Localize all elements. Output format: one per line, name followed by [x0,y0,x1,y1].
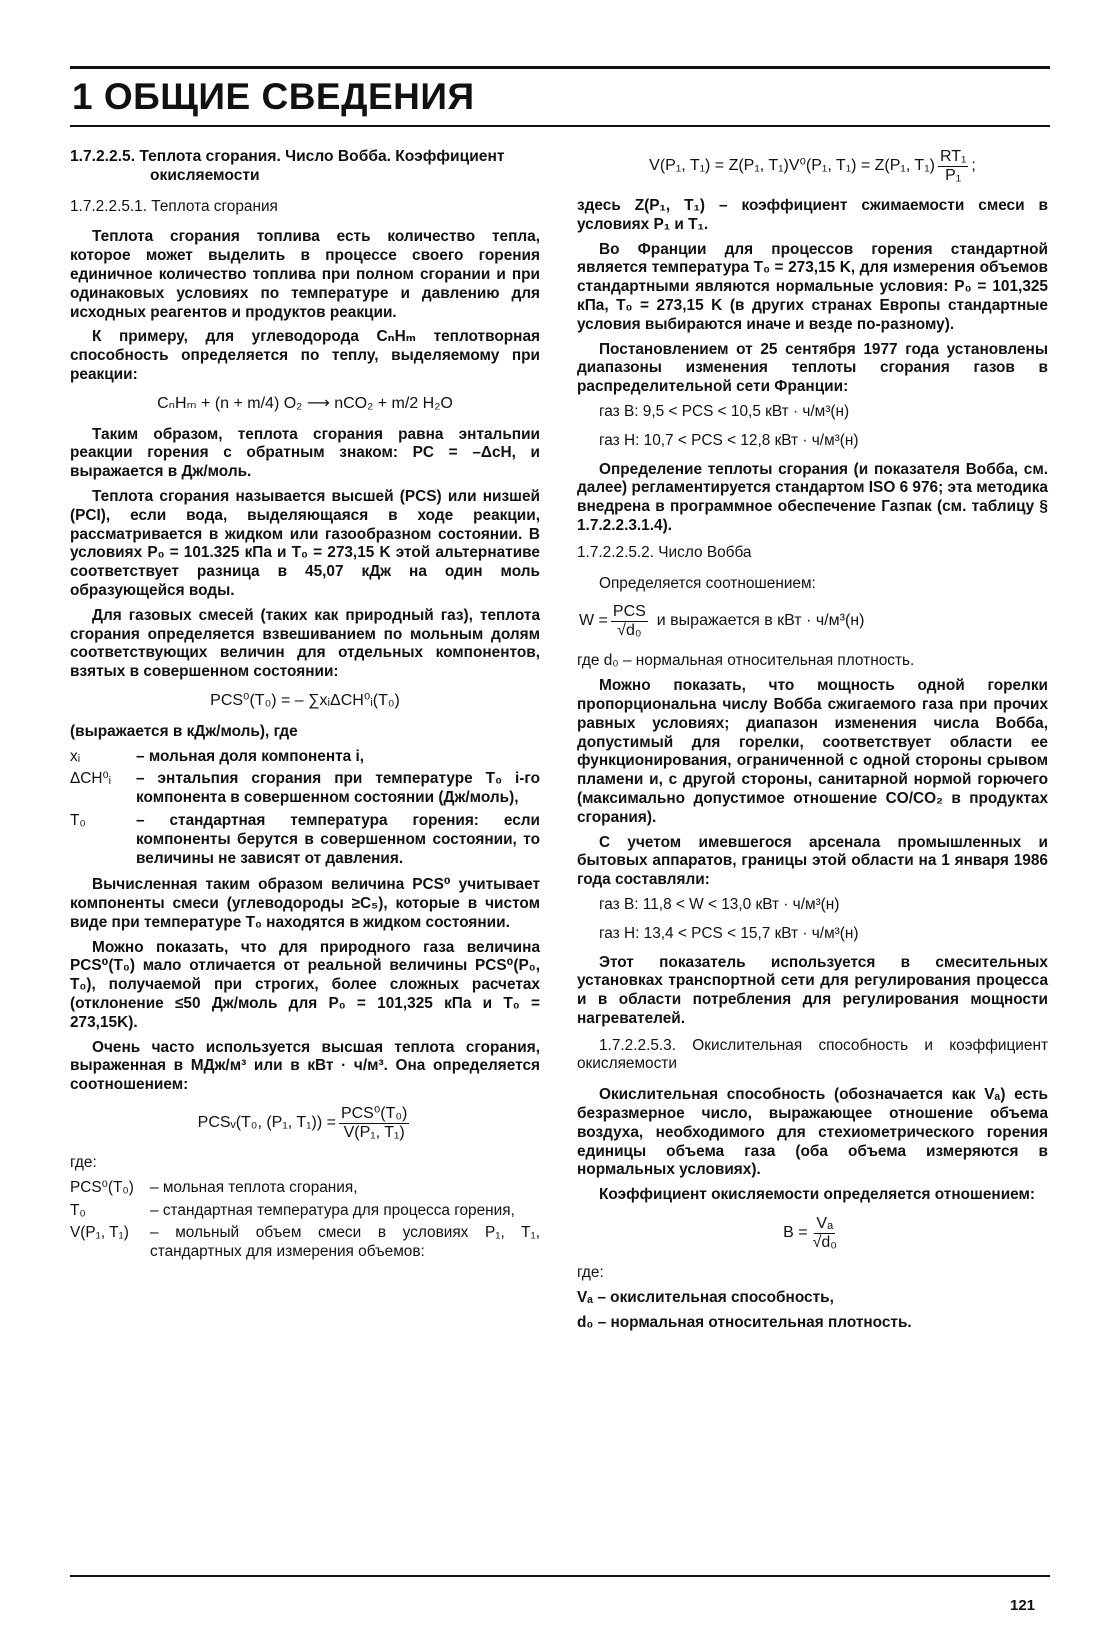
fraction [611,603,648,640]
equation-text: и выражается в кВт · ч/м³(н) [656,612,865,630]
fraction-numerator: RT₁ [939,148,967,165]
paragraph: К примеру, для углеводорода CₙHₘ теплотворная способность определяется по теплу, выделяемому при реакции: [70,328,540,383]
equation-lhs: B = [783,1224,808,1242]
definition-list [70,1179,540,1262]
equation-end: ; [971,157,976,175]
right-column [577,148,1048,1338]
range-line: газ H: 10,7 < PCS < 12,8 кВт · ч/м³(н) [599,431,859,449]
paragraph: Для газовых смесей (таких как природный газ), теплота сгорания определяется взвешиванием по мольным долям соответствующих величин для отдельных компонентов, взятых в совершенном состоянии: [70,606,540,681]
definition-desc: – стандартная температура для процесса горения, [150,1201,515,1219]
equation-lhs: V(P₁, T₁) = Z(P₁, T₁)V⁰(P₁, T₁) = Z(P₁, T₁) [649,157,935,175]
pcsv-equation [70,1105,540,1142]
paragraph: Можно показать, что мощность одной горелки пропорциональна числу Вобба сжигаемого газа при прочих равных условиях; диапазон изменения числа Вобба, допустимый для горелки, соответствует области ее функционирования, ограниченной с одной стороны срывом пламени и, с другой стороны, санитарной нормой горючего (максимально допустимое отношение CO/CO₂ в продуктах сгорания). [577,677,1048,826]
definition-item [70,1179,540,1198]
definition-term: T₀ [70,811,86,829]
pcs-equation: PCS⁰(T₀) = – ∑xᵢΔCH⁰ᵢ(T₀) [210,691,400,709]
paragraph: Таким образом, теплота сгорания равна энтальпии реакции горения с обратным знаком: PC = –ΔcH, и выражается в Дж/моль. [70,425,540,481]
definition-term: ΔCH⁰ᵢ [70,770,112,788]
section-heading: 1.7.2.2.5. Теплота сгорания. Число Вобба. Коэффициент окисляемости [70,148,505,184]
paragraph: Этот показатель используется в смесительных установках транспортной сети для регулирования процесса и в области потребления для регулирования мощности нагревателей. [577,953,1048,1027]
subsection-heading: 1.7.2.2.5.3. Окислительная способность и коэффициент окисляемости [577,1036,1048,1073]
range-line: газ H: 13,4 < PCS < 15,7 кВт · ч/м³(н) [599,924,859,942]
paragraph: Теплота сгорания топлива есть количество тепла, которое может выделить в процессе своего горения единичное количество топлива при полном сгорании и при одинаковых условиях по температуре и давлению для исходных реагентов и продуктов реакции. [70,228,540,321]
definition-line: d₀ – нормальная относительная плотность. [577,1313,912,1331]
definition-term: T₀ [70,1201,86,1219]
definition-line: Vₐ – окислительная способность, [577,1288,834,1306]
definition-item [70,1224,540,1262]
fraction-denominator: √d₀ [617,622,642,640]
equation-lhs: W = [579,612,608,630]
wobbe-equation [577,603,1048,640]
fraction-denominator: √d₀ [812,1234,837,1252]
page-number: 121 [1010,1597,1036,1614]
reaction-equation: CₙHₘ + (n + m/4) O₂ ⟶ nCO₂ + m/2 H₂O [157,394,453,412]
range-line: газ B: 11,8 < W < 13,0 кВт · ч/м³(н) [599,895,840,913]
definition-desc: – мольный объем смеси в условиях P₁, T₁, стандартных для измерения объемов: [150,1224,540,1261]
paragraph: С учетом имевшегося арсенала промышленных и бытовых аппаратов, границы этой области на 1 января 1986 года составляли: [577,833,1048,889]
paragraph: Теплота сгорания называется высшей (PCS) или низшей (PCI), если вода, выделяющаяся в ходе реакции, рассматривается в жидком или газообразном состоянии. В условиях P₀ = 101.325 кПа и T₀ = 273,15 K этой альтернативе соответствует разница в 45,07 кДж на один моль образующейся воды. [70,487,540,599]
page-title: 1 ОБЩИЕ СВЕДЕНИЯ [72,76,475,117]
fraction [339,1105,409,1142]
definition-item [70,748,540,767]
definition-item [70,1202,540,1221]
paragraph: Очень часто используется высшая теплота сгорания, выраженная в МДж/м³ или в кВт · ч/м³. Она определяется соотношением: [70,1038,540,1094]
definition-desc: – стандартная температура горения: если компоненты берутся в совершенном состоянии, то величины не зависят от давления. [136,811,540,867]
paragraph: Определение теплоты сгорания (и показателя Вобба, см. далее) регламентируется стандартом ISO 6 976; эта методика внедрена в программное обеспечение Газпак (см. таблицу § 1.7.2.2.3.1.4). [577,460,1048,534]
title-rule [70,125,1050,127]
definition-term: V(P₁, T₁) [70,1224,129,1242]
fraction-numerator: PCS⁰(T₀) [340,1105,408,1123]
paragraph: здесь Z(P₁, T₁) – коэффициент сжимаемости смеси в условиях P₁ и T₁. [577,197,1048,233]
definition-item [70,770,540,808]
range-line: газ B: 9,5 < PCS < 10,5 кВт · ч/м³(н) [599,402,850,420]
fraction-denominator: V(P₁, T₁) [343,1124,405,1142]
definition-term: xᵢ [70,747,81,765]
fraction-numerator: PCS [612,603,646,621]
paragraph: Во Франции для процессов горения стандартной является температура T₀ = 273,15 K, для измерения объемов стандартными являются нормальные условия: P₀ = 101,325 кПа, T₀ = 273,15 K (в других странах Европы стандартные условия выбираются иначе и везде по-разному). [577,240,1048,333]
paragraph: где: [577,1264,604,1282]
fraction [938,148,968,185]
paragraph: (выражается в кДж/моль), где [70,722,298,740]
top-rule [70,66,1050,69]
oxidation-equation [577,1215,1048,1252]
paragraph: Можно показать, что для природного газа величина PCS⁰(T₀) мало отличается от реальной величины PCS⁰(P₀, T₀), получаемой при строгих, более сложных расчетах (отклонение ≤50 Дж/моль для P₀ = 101,325 кПа и T₀ = 273,15K). [70,938,540,1031]
fraction [811,1215,839,1252]
subsection-heading: 1.7.2.2.5.1. Теплота сгорания [70,197,278,215]
paragraph: Постановлением от 25 сентября 1977 года установлены диапазоны изменения теплоты сгорания газов в распределительной сети Франции: [577,340,1048,396]
subsection-heading: 1.7.2.2.5.2. Число Вобба [577,543,752,561]
definition-list [70,748,540,869]
left-column [70,148,540,1270]
definition-item [70,812,540,868]
paragraph: где: [70,1154,97,1172]
fraction-numerator: Vₐ [816,1215,834,1233]
paragraph: Вычисленная таким образом величина PCS⁰ учитывает компоненты смеси (углеводороды ≥C₅), которые в чистом виде при температуре T₀ находятся в жидком состоянии. [70,876,540,931]
definition-term: PCS⁰(T₀) [70,1178,134,1196]
volume-equation [577,148,1048,185]
bottom-rule [70,1575,1050,1577]
definition-desc: – мольная теплота сгорания, [150,1178,358,1196]
definition-desc: – мольная доля компонента i, [136,747,365,765]
definition-desc: – энтальпия сгорания при температуре T₀ i-го компонента в совершенном состоянии (Дж/моль), [136,770,540,807]
equation-lhs: PCSᵥ(T₀, (P₁, T₁)) = [197,1114,336,1132]
paragraph: Определяется соотношением: [599,574,816,592]
fraction-denominator: P₁ [945,167,962,184]
paragraph: Окислительная способность (обозначается как Vₐ) есть безразмерное число, выражающее отношение объема воздуха, необходимого для стехиометрического горения единицы объема газа (оба объема измеряются в нормальных условиях). [577,1086,1048,1179]
paragraph: Коэффициент окисляемости определяется отношением: [599,1186,1036,1204]
paragraph: где d₀ – нормальная относительная плотность. [577,652,915,670]
